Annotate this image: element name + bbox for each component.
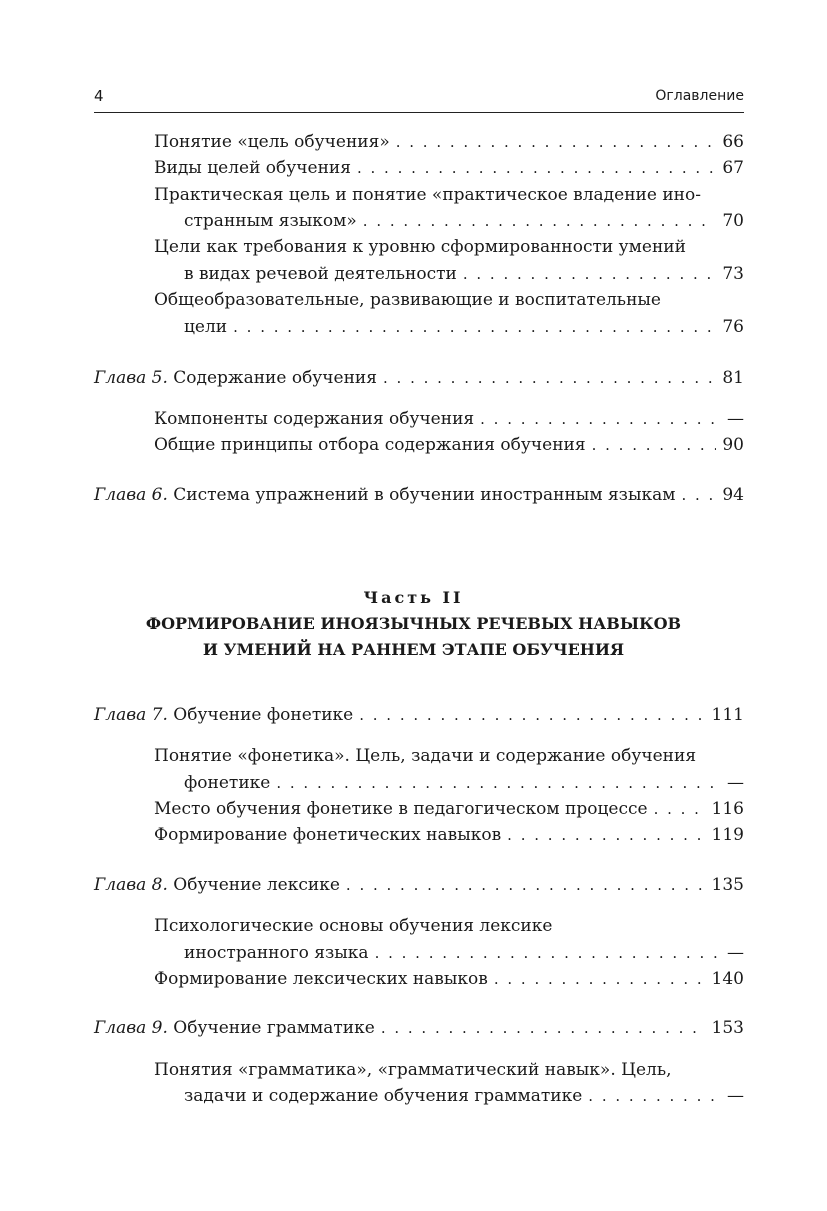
- toc-entry[interactable]: [154, 156, 744, 180]
- toc-entry[interactable]: [184, 1084, 744, 1108]
- toc-chapter[interactable]: [94, 483, 744, 507]
- dot-leader: [381, 1016, 706, 1040]
- page-ref: 73: [722, 264, 744, 284]
- entry-text: Общие принципы отбора содержания обучения: [154, 435, 586, 455]
- entry-text: цели: [184, 317, 228, 337]
- entry-text: Формирование фонетических навыков: [154, 825, 502, 845]
- toc-entry[interactable]: [154, 967, 744, 991]
- dot-leader: [507, 823, 705, 847]
- part-title-line2: И УМЕНИЙ НА РАННЕМ ЭТАПЕ ОБУЧЕНИЯ: [202, 640, 625, 659]
- page-ref: 119: [711, 825, 744, 845]
- entry-text-line1: Практическая цель и понятие «практическое владение ино-: [154, 185, 701, 205]
- entry-text-line1: Понятия «грамматика», «грамматический навык». Цель,: [154, 1060, 672, 1080]
- chapter-label: Глава 5.: [94, 368, 168, 388]
- page-ref: 67: [722, 158, 744, 178]
- entry-text-line1: Цели как требования к уровню сформированности умений: [154, 237, 686, 257]
- dot-leader: [233, 315, 716, 339]
- dot-leader: [480, 407, 721, 431]
- toc-entry[interactable]: [154, 130, 744, 154]
- dot-leader: [357, 156, 716, 180]
- page-ref: 66: [722, 132, 744, 152]
- toc-entry[interactable]: [154, 823, 744, 847]
- entry-text-line1: Психологические основы обучения лексике: [154, 916, 553, 936]
- entry-text: фонетике: [184, 773, 271, 793]
- toc-chapter[interactable]: [94, 366, 744, 390]
- page-ref: 140: [711, 969, 744, 989]
- toc-chapter[interactable]: [94, 1016, 744, 1040]
- chapter-label: Глава 6.: [94, 485, 168, 505]
- entry-text: задачи и содержание обучения грамматике: [184, 1086, 583, 1106]
- chapter-label: Глава 7.: [94, 705, 168, 725]
- chapter-title: Обучение фонетике: [173, 705, 354, 725]
- entry-text: Виды целей обучения: [154, 158, 351, 178]
- toc-entry[interactable]: [184, 209, 744, 233]
- page-ref: 76: [722, 317, 744, 337]
- toc-entry[interactable]: [154, 797, 744, 821]
- entry-text: Формирование лексических навыков: [154, 969, 488, 989]
- dot-leader: [383, 366, 716, 390]
- page-ref: 111: [711, 705, 744, 725]
- entry-text: иностранного языка: [184, 943, 369, 963]
- page-ref: —: [727, 943, 744, 963]
- entry-text: Место обучения фонетике в педагогическом процессе: [154, 799, 648, 819]
- dot-leader: [346, 873, 706, 897]
- page-ref: 81: [722, 368, 744, 388]
- dot-leader: [363, 209, 717, 233]
- dot-leader: [494, 967, 706, 991]
- entry-text-line1: Понятие «фонетика». Цель, задачи и содержание обучения: [154, 746, 697, 766]
- dot-leader: [463, 262, 717, 286]
- page-ref: —: [727, 409, 744, 429]
- entry-text: в видах речевой деятельности: [184, 264, 457, 284]
- toc-entry[interactable]: [184, 941, 744, 965]
- running-header: [94, 84, 744, 113]
- dot-leader: [588, 1084, 721, 1108]
- page-ref: 94: [722, 485, 744, 505]
- page-ref: 70: [722, 211, 744, 231]
- toc-entry[interactable]: [154, 407, 744, 431]
- page-ref: —: [727, 1086, 744, 1106]
- dot-leader: [654, 797, 706, 821]
- chapter-title: Система упражнений в обучении иностранным языкам: [173, 485, 676, 505]
- toc-chapter[interactable]: [94, 873, 744, 897]
- chapter-title: Содержание обучения: [173, 368, 377, 388]
- running-title: Оглавление: [655, 88, 744, 104]
- dot-leader: [592, 433, 717, 457]
- page-ref: —: [727, 773, 744, 793]
- toc-entry[interactable]: [184, 262, 744, 286]
- page-ref: 90: [722, 435, 744, 455]
- entry-text: Понятие «цель обучения»: [154, 132, 390, 152]
- chapter-label: Глава 9.: [94, 1018, 168, 1038]
- page-ref: 153: [711, 1018, 744, 1038]
- toc-entry[interactable]: [184, 315, 744, 339]
- chapter-title: Обучение грамматике: [173, 1018, 375, 1038]
- dot-leader: [276, 771, 721, 795]
- part-title-line1: ФОРМИРОВАНИЕ ИНОЯЗЫЧНЫХ РЕЧЕВЫХ НАВЫКОВ: [145, 614, 682, 633]
- dot-leader: [396, 130, 717, 154]
- chapter-label: Глава 8.: [94, 875, 168, 895]
- dot-leader: [681, 483, 716, 507]
- page-ref: 116: [711, 799, 744, 819]
- entry-text-line1: Общеобразовательные, развивающие и воспитательные: [154, 290, 661, 310]
- dot-leader: [359, 703, 705, 727]
- page-number: 4: [94, 87, 104, 105]
- entry-text: странным языком»: [184, 211, 357, 231]
- toc-chapter[interactable]: [94, 703, 744, 727]
- chapter-title: Обучение лексике: [173, 875, 340, 895]
- toc-entry[interactable]: [184, 771, 744, 795]
- dot-leader: [375, 941, 721, 965]
- toc-entry[interactable]: [154, 433, 744, 457]
- part-label: Часть II: [363, 588, 464, 607]
- page-ref: 135: [711, 875, 744, 895]
- entry-text: Компоненты содержания обучения: [154, 409, 475, 429]
